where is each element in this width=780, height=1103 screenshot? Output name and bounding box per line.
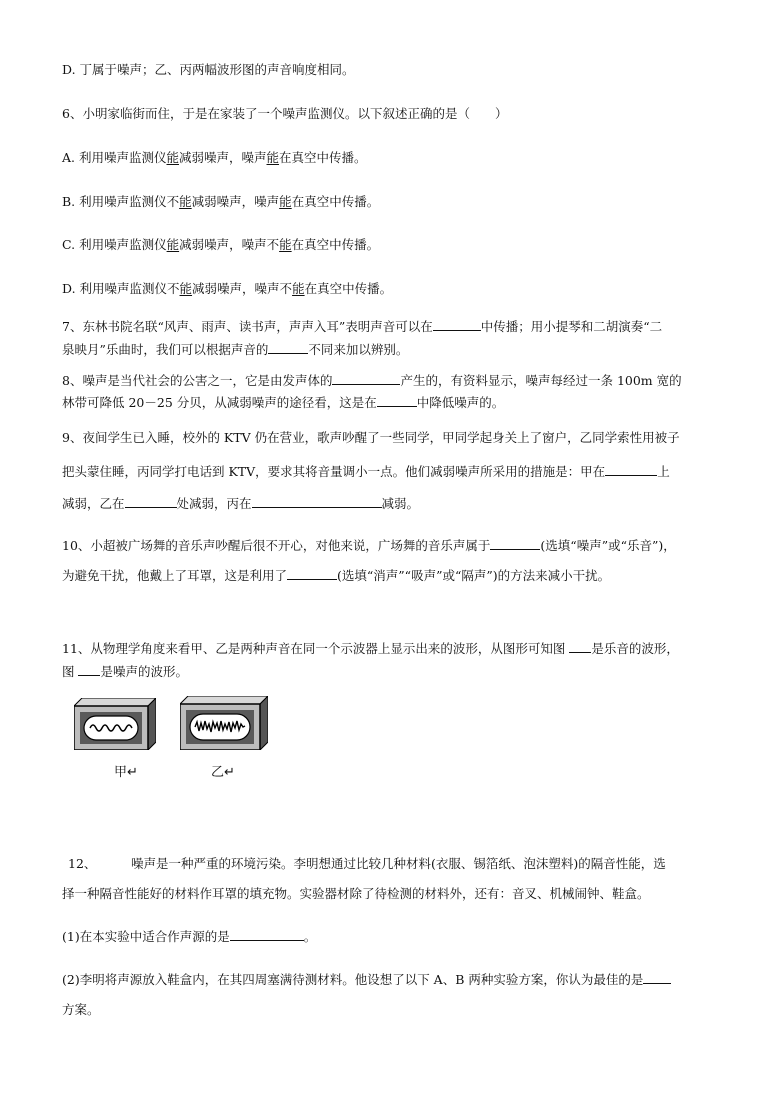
answer-blank[interactable] [605,463,657,476]
answer-blank[interactable] [569,640,591,653]
text: 7、东林书院名联“风声、雨声、读书声，声声入耳”表明声音可以在 [62,319,433,334]
text: 减弱噪声，噪声不 [192,281,293,296]
text: (选填“噪声”或“乐音”)， [540,538,676,553]
underlined-word: 能 [292,281,305,296]
text: (1)在本实验中适合作声源的是 [62,929,230,944]
text: 减弱噪声，噪声 [179,150,267,165]
text: 泉映月”乐曲时，我们可以根据声音的 [62,342,269,357]
underlined-word: 能 [166,237,180,252]
q6-option-b [62,194,379,210]
label-jia: 甲↵ [114,765,138,780]
text: 在真空中传播。 [291,237,380,252]
q6-option-c [62,237,379,253]
text: 为避免干扰，他戴上了耳罩，这是利用了 [62,568,288,583]
text: 8、噪声是当代社会的公害之一，它是由发声体的 [62,373,333,388]
underlined-word: 能 [266,150,280,165]
q12-line-2: 择一种隔音性能好的材料作耳罩的填充物。实验器材除了待检测的材料外，还有：音叉、机械闹钟、鞋盒。 [62,886,650,901]
text: 上 [657,464,670,479]
text: 是乐音的波形， [591,641,679,656]
q6-stem: 6、小明家临街而住，于是在家装了一个噪声监测仪。以下叙述正确的是（ ） [62,106,508,121]
q9-line-3 [62,495,419,512]
answer-blank[interactable] [332,372,400,385]
text: 。 [303,929,317,944]
q5-option-d: D. 丁属于噪声；乙、丙两幅波形图的声音响度相同。 [62,62,355,77]
q10-line-2 [62,567,610,584]
q7-line-2 [62,341,408,358]
q9-line-1: 9、夜间学生已入睡，校外的 KTV 仍在营业，歌声吵醒了一些同学，甲同学起身关上了窗户，乙同学索性用被子 [62,430,680,445]
text: 产生的，有资料显示，噪声每经过一条 100m 宽的 [400,373,682,388]
oscilloscope-yi-figure [180,696,268,750]
text: (2)李明将声源放入鞋盒内，在其四周塞满待测材料。他设想了以下 A、B 两种实验方案，你认为最佳的是 [62,972,644,987]
answer-blank[interactable] [490,537,540,550]
answer-blank[interactable] [377,394,417,407]
q11-line-2 [62,663,188,680]
q6-option-a [62,150,367,166]
text: 把头蒙住睡，丙同学打电话到 KTV，要求其将音量调小一点。他们减弱噪声所采用的措施是：甲在 [62,464,606,479]
answer-blank[interactable] [252,495,382,508]
text: 减弱，乙在 [62,496,125,511]
text: 在真空中传播。 [291,194,380,209]
q12-part-1 [62,928,316,945]
text: 林带可降低 20－25 分贝，从减弱噪声的途径看，这是在 [62,395,377,410]
text: 减弱。 [381,496,420,511]
text: A. 利用噪声监测仪 [62,150,167,165]
text: 在真空中传播。 [279,150,367,165]
answer-blank[interactable] [125,495,177,508]
text: 是噪声的波形。 [100,664,188,679]
answer-blank[interactable] [78,663,100,676]
answer-blank[interactable] [287,567,337,580]
text: (选填“消声”“吸声”或“隔声”)的方法来减小干扰。 [337,568,611,583]
q12-part-2-line-1 [62,971,671,988]
text: 10、小超被广场舞的音乐声吵醒后很不开心，对他来说，广场舞的音乐声属于 [62,538,491,553]
q12-number: 12、 [68,856,97,871]
text: 11、从物理学角度来看甲、乙是两种声音在同一个示波器上显示出来的波形，从图形可知图 [62,641,570,656]
text: 不同来加以辨别。 [308,342,409,357]
q11-line-1 [62,640,679,657]
q6-option-d [62,281,392,297]
q12-line-1: 噪声是一种严重的环境污染。李明想通过比较几种材料(衣服、锡箔纸、泡沫塑料)的隔音性能，选 [131,856,666,871]
underlined-word: 能 [179,194,192,209]
oscilloscope-jia-figure [74,698,156,750]
text: B. 利用噪声监测仪不 [62,194,180,209]
text: 图 [62,664,79,679]
text: D. 利用噪声监测仪不 [62,281,180,296]
text: 中降低噪声的。 [416,395,505,410]
q9-line-2 [62,463,670,480]
text: C. 利用噪声监测仪 [62,237,167,252]
q12-part-2-line-2: 方案。 [62,1002,100,1017]
q8-line-2 [62,394,504,411]
answer-blank[interactable] [268,341,308,354]
q10-line-1 [62,537,676,554]
text: 处减弱，丙在 [176,496,252,511]
answer-blank[interactable] [230,928,304,941]
q7-line-1 [62,318,662,335]
text: 减弱噪声，噪声不 [179,237,280,252]
underlined-word: 能 [179,281,193,296]
text: 中传播；用小提琴和二胡演奏“二 [480,319,663,334]
text: 减弱噪声，噪声 [191,194,280,209]
underlined-word: 能 [166,150,179,165]
answer-blank[interactable] [433,318,481,331]
answer-blank[interactable] [643,971,671,984]
q8-line-1 [62,372,682,389]
text: 在真空中传播。 [304,281,393,296]
underlined-word: 能 [279,194,292,209]
underlined-word: 能 [279,237,292,252]
label-yi: 乙↵ [211,765,235,780]
